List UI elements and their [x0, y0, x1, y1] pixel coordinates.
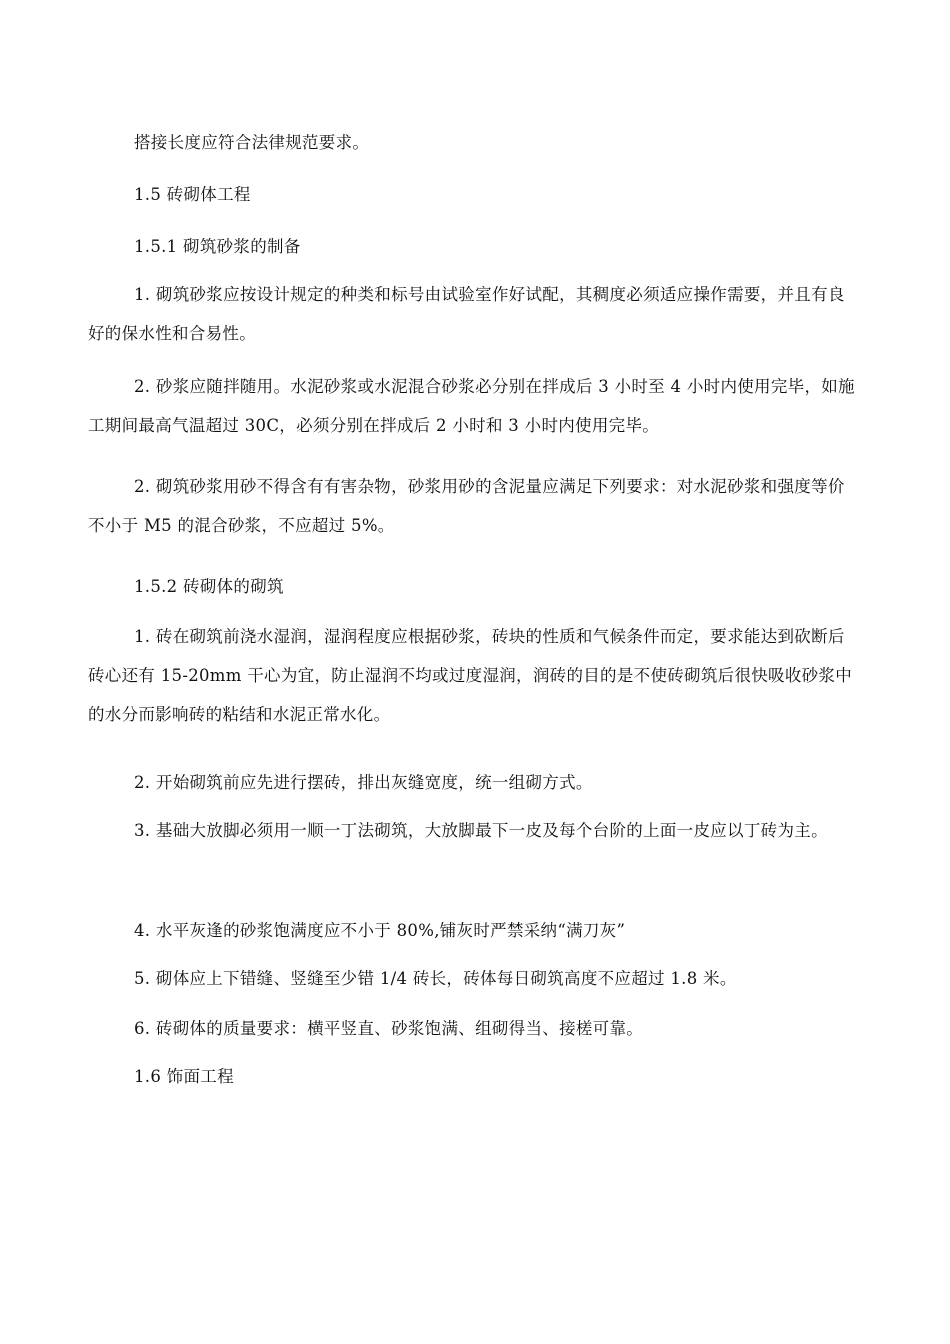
paragraph-laying-item-4: 4. 水平灰逢的砂浆饱满度应不小于 80%,铺灰时严禁采纳“满刀灰” — [134, 921, 626, 940]
paragraph-mortar-item-2b: 2. 砌筑砂浆用砂不得含有有害杂物，砂浆用砂的含泥量应满足下列要求：对水泥砂浆和强度等价不小于 M5 的混合砂浆，不应超过 5%。 — [88, 477, 845, 535]
heading-1-5-2-laying: 1.5.2 砖砌体的砌筑 — [134, 577, 284, 596]
paragraph-laying-item-1: 1. 砖在砌筑前浇水湿润，湿润程度应根据砂浆，砖块的性质和气候条件而定，要求能达到砍断后砖心还有 15-20mm 干心为宜，防止湿润不均或过度湿润，润砖的目的是不使砖砌筑后很快吸收砂浆中的水分而影响砖的粘结和水泥正常水化。 — [88, 627, 853, 724]
heading-1-5-1-mortar: 1.5.1 砌筑砂浆的制备 — [134, 237, 301, 256]
paragraph-laying-item-5: 5. 砌体应上下错缝、竖缝至少错 1/4 砖长，砖体每日砌筑高度不应超过 1.8 米。 — [134, 969, 737, 988]
paragraph-laying-item-6: 6. 砖砌体的质量要求：横平竖直、砂浆饱满、组砌得当、接槎可靠。 — [134, 1019, 644, 1038]
paragraph-mortar-item-1: 1. 砌筑砂浆应按设计规定的种类和标号由试验室作好试配，其稠度必须适应操作需要，并且有良好的保水性和合易性。 — [88, 285, 845, 343]
paragraph-lap-length: 搭接长度应符合法律规范要求。 — [134, 133, 370, 152]
paragraph-laying-item-2: 2. 开始砌筑前应先进行摆砖，排出灰缝宽度，统一组砌方式。 — [134, 773, 593, 792]
paragraph-mortar-item-2: 2. 砂浆应随拌随用。水泥砂浆或水泥混合砂浆必分别在拌成后 3 小时至 4 小时内使用完毕，如施工期间最高气温超过 30C，必须分别在拌成后 2 小时和 3 小时内使用完毕。 — [88, 377, 855, 435]
paragraph-laying-item-3: 3. 基础大放脚必须用一顺一丁法砌筑，大放脚最下一皮及每个台阶的上面一皮应以丁砖为主。 — [134, 821, 828, 840]
heading-1-5-masonry: 1.5 砖砌体工程 — [134, 185, 251, 204]
heading-1-6-finishing: 1.6 饰面工程 — [134, 1067, 234, 1086]
